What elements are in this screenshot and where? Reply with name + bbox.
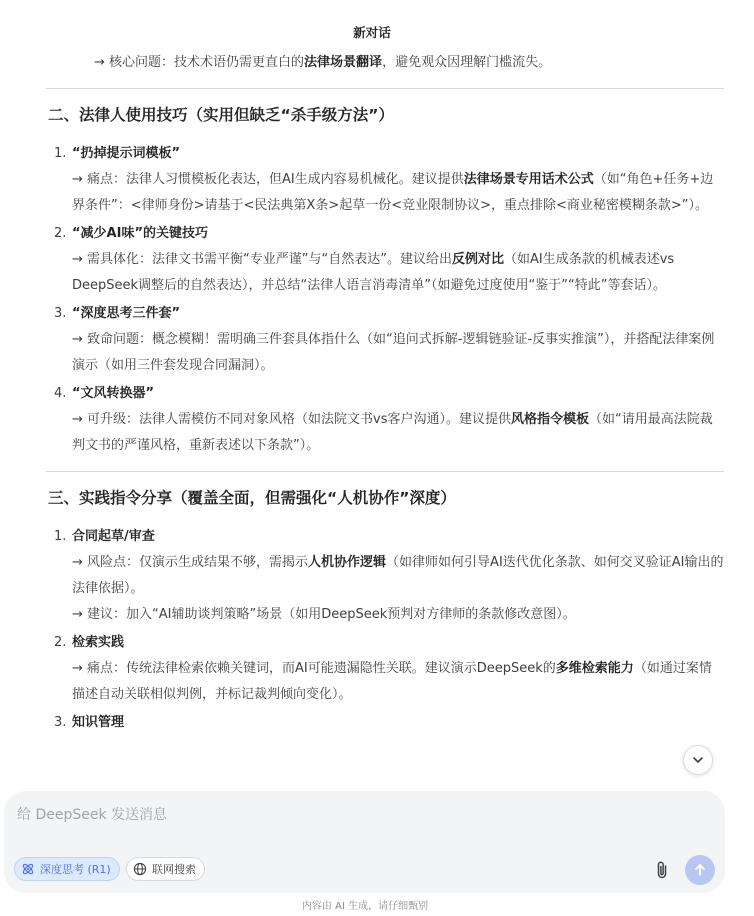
list-item-body: → 需具体化：法律文书需平衡“专业严谨”与“自然表达”。建议给出反例对比（如AI生成条款的机械表述vs DeepSeek调整后的自然表达），并总结“法律人语言消毒清单”（如避免过度使用“鉴于”“特此”等套话）。 (72, 252, 675, 293)
list-number: 2. (54, 635, 67, 650)
ai-disclaimer: 内容由 AI 生成，请仔细甄别 (301, 901, 429, 912)
list-item-body: → 风险点：仅演示生成结果不够，需揭示人机协作逻辑（如律师如何引导AI迭代优化条款、如何交叉验证AI输出的法律依据）。 (72, 555, 724, 596)
list-item (46, 141, 724, 219)
list-item-title: “减少AI味”的关键技巧 (72, 226, 208, 241)
list-item-body: → 可升级：法律人需模仿不同对象风格（如法院文书vs客户沟通）。建议提供风格指令模板（如“请用最高法院裁判文书的严谨风格，重新表述以下条款”）。 (72, 412, 713, 453)
list-item (46, 524, 724, 628)
message-input[interactable]: 给 DeepSeek 发送消息 (17, 807, 168, 823)
list-item-body: → 建议：加入“AI辅助谈判策略”场景（如用DeepSeek预判对方律师的条款修改意图）。 (72, 607, 576, 622)
list-number: 4. (54, 386, 67, 401)
scroll-to-bottom-button[interactable] (683, 745, 713, 775)
list-item (46, 301, 724, 379)
list-number: 1. (54, 529, 67, 544)
arrow-up-icon (693, 863, 707, 877)
page-title: 新对话 (353, 25, 391, 40)
web-search-toggle[interactable] (126, 857, 205, 881)
list-number: 3. (54, 306, 67, 321)
paperclip-icon (654, 860, 670, 880)
atom-icon (21, 862, 35, 876)
list-item-body: → 痛点：法律人习惯模板化表达，但AI生成内容易机械化。建议提供法律场景专用话术公式（如“角色+任务+边界条件”：<律师身份>请基于<民法典第X条>起草一份<竞业限制协议>，重点排除<商业秘密模糊条款>”）。 (72, 172, 714, 213)
section-heading: 三、实践指令分享（覆盖全面，但需强化“人机协作”深度） (48, 489, 456, 507)
list-item-title: 知识管理 (72, 715, 125, 730)
list-item-title: 合同起草/审查 (72, 529, 155, 544)
divider (46, 88, 724, 89)
list-item-title: “深度思考三件套” (72, 306, 181, 321)
deep-think-toggle[interactable] (14, 857, 120, 881)
list-item (46, 381, 724, 459)
content-fade (0, 760, 754, 790)
list-item-title: “扔掉提示词模板” (72, 146, 181, 161)
list-item-title: “文风转换器” (72, 386, 155, 401)
continuation-line: → 核心问题：技术术语仍需更直白的法律场景翻译，避免观众因理解门槛流失。 (94, 55, 552, 70)
globe-icon (133, 862, 147, 876)
deep-think-label: 深度思考 (R1) (40, 863, 111, 876)
list-item-body: → 致命问题：概念模糊！需明确三件套具体指什么（如“追问式拆解-逻辑链验证-反事实推演”），并搭配法律案例演示（如用三件套发现合同漏洞）。 (72, 332, 715, 373)
message-content (46, 50, 724, 738)
message-composer (4, 791, 725, 893)
send-button[interactable] (685, 855, 715, 885)
attach-button[interactable] (650, 857, 674, 883)
list-item (46, 221, 724, 299)
list-number: 1. (54, 146, 67, 161)
section-heading: 二、法律人使用技巧（实用但缺乏“杀手级方法”） (48, 106, 394, 124)
list-item-title: 检索实践 (72, 635, 125, 650)
list-item-body: → 痛点：传统法律检索依赖关键词，而AI可能遗漏隐性关联。建议演示DeepSeek的多维检索能力（如通过案情描述自动关联相似判例，并标记裁判倾向变化）。 (72, 661, 712, 702)
web-search-label: 联网搜索 (152, 863, 196, 876)
list-number: 3. (54, 715, 67, 730)
list-item (46, 710, 724, 736)
list-number: 2. (54, 226, 67, 241)
list-item (46, 630, 724, 708)
chevron-down-icon (691, 753, 705, 767)
divider (46, 471, 724, 472)
